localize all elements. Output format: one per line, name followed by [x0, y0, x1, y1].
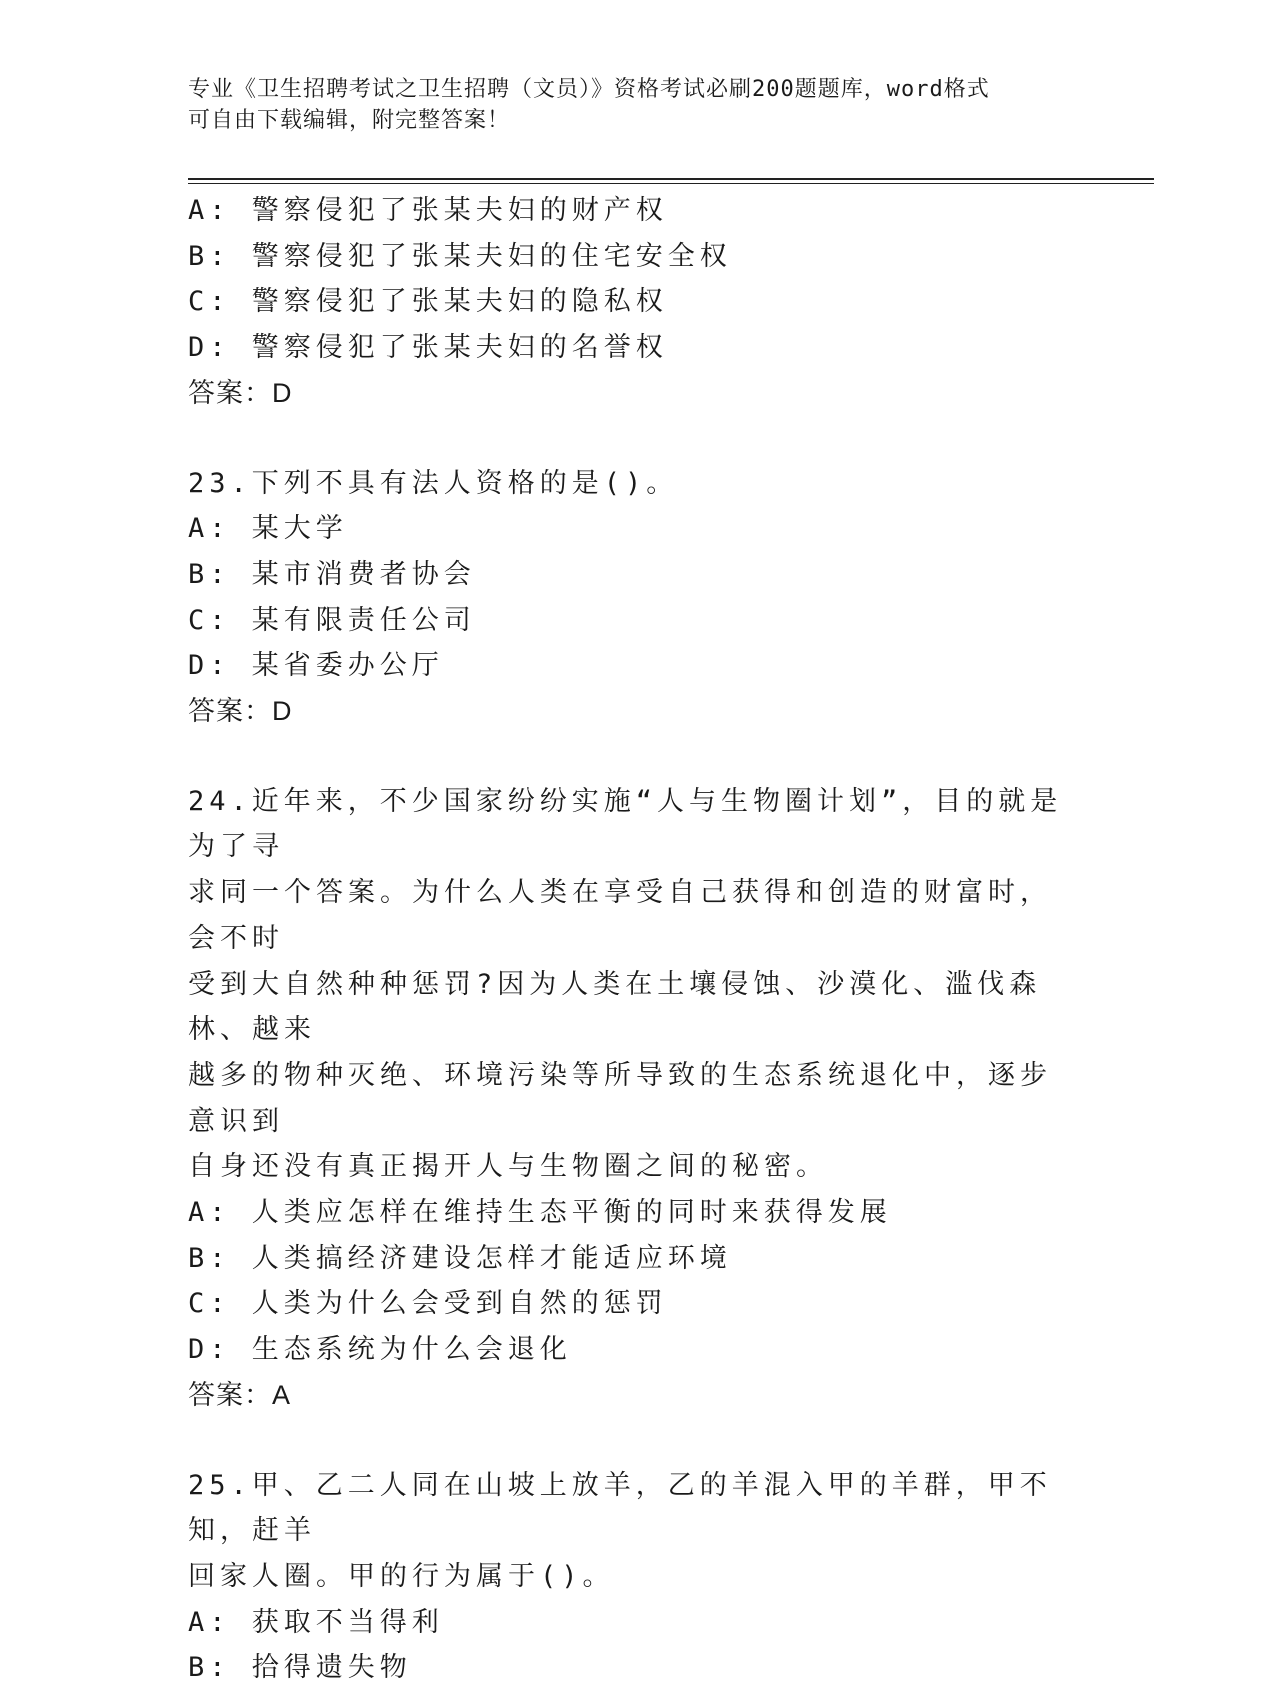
question-block-24 — [188, 779, 1078, 1419]
option-c: C: 警察侵犯了张某夫妇的隐私权 — [188, 286, 668, 318]
spacer — [188, 735, 1088, 779]
document-header — [188, 74, 1068, 136]
question-list — [188, 188, 1088, 1691]
header-line-1: 专业《卫生招聘考试之卫生招聘（文员）》资格考试必刷200题题库，word格式 — [188, 77, 990, 102]
question-text: 23.下列不具有法人资格的是()。 — [188, 467, 679, 499]
option-d: D: 某省委办公厅 — [188, 650, 444, 682]
option-b: B: 拾得遗失物 — [188, 1652, 412, 1684]
option-b: B: 警察侵犯了张某夫妇的住宅安全权 — [188, 240, 732, 272]
header-rule-thick — [188, 178, 1154, 180]
option-a: A: 某大学 — [188, 513, 348, 545]
question-text-line: 25.甲、乙二人同在山坡上放羊，乙的羊混入甲的羊群，甲不知，赶羊 — [188, 1469, 1052, 1547]
answer-line: 答案：A — [188, 1379, 292, 1410]
header-line-2: 可自由下载编辑，附完整答案！ — [188, 108, 511, 133]
spacer — [188, 1419, 1088, 1463]
question-block-23 — [188, 461, 1088, 735]
answer-line: 答案：D — [188, 696, 293, 727]
option-c: C: 某有限责任公司 — [188, 604, 476, 636]
question-text-line: 自身还没有真正揭开人与生物圈之间的秘密。 — [188, 1151, 828, 1183]
question-block-22 — [188, 188, 1088, 417]
answer-line: 答案：D — [188, 377, 293, 408]
question-block-25 — [188, 1463, 1078, 1691]
question-text-line: 求同一个答案。为什么人类在享受自己获得和创造的财富时，会不时 — [188, 877, 1052, 954]
question-text-line: 受到大自然种种惩罚?因为人类在土壤侵蚀、沙漠化、滥伐森林、越来 — [188, 968, 1042, 1046]
option-d: D: 生态系统为什么会退化 — [188, 1334, 572, 1366]
header-rule-thin — [188, 183, 1154, 184]
option-a: A: 人类应怎样在维持生态平衡的同时来获得发展 — [188, 1197, 892, 1229]
question-text-line: 24.近年来，不少国家纷纷实施“人与生物圈计划”，目的就是为了寻 — [188, 785, 1063, 863]
spacer — [188, 417, 1088, 461]
option-d: D: 警察侵犯了张某夫妇的名誉权 — [188, 332, 668, 364]
question-text-line: 越多的物种灭绝、环境污染等所导致的生态系统退化中，逐步意识到 — [188, 1059, 1052, 1137]
option-a: A: 获取不当得利 — [188, 1606, 444, 1638]
option-c: C: 人类为什么会受到自然的惩罚 — [188, 1288, 668, 1320]
question-text-line: 回家人圈。甲的行为属于()。 — [188, 1560, 615, 1592]
option-b: B: 人类搞经济建设怎样才能适应环境 — [188, 1242, 732, 1274]
option-a: A: 警察侵犯了张某夫妇的财产权 — [188, 195, 668, 226]
option-b: B: 某市消费者协会 — [188, 558, 476, 590]
